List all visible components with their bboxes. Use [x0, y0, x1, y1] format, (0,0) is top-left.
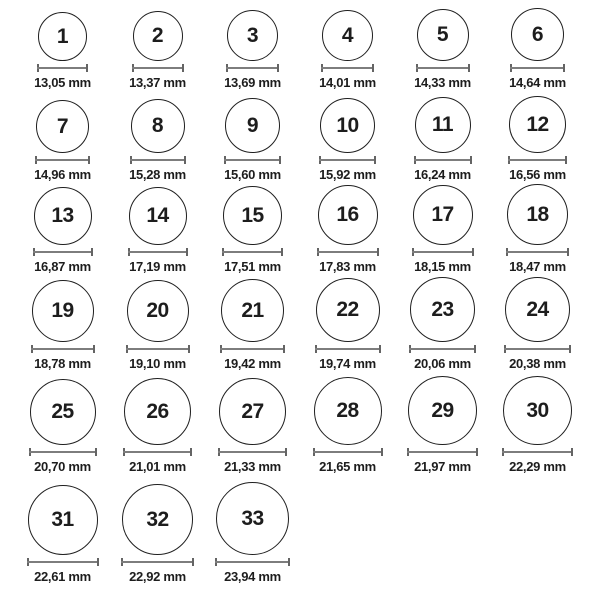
diameter-measure-line — [416, 64, 470, 72]
diameter-label: 16,56 mm — [509, 166, 566, 182]
ring-size-number: 9 — [246, 113, 259, 137]
diameter-measure-line — [506, 248, 569, 256]
measure-bar — [313, 451, 383, 453]
ring-size-item — [110, 484, 205, 588]
measure-bar — [130, 159, 186, 161]
diameter-label: 15,92 mm — [319, 166, 376, 182]
measure-bar — [319, 159, 376, 161]
diameter-label: 14,01 mm — [319, 74, 376, 90]
ring-size-item — [395, 376, 490, 478]
ring-size-number: 14 — [146, 204, 169, 228]
ring-circle — [503, 376, 572, 445]
ring-circle — [322, 10, 373, 61]
diameter-label: 16,24 mm — [414, 166, 471, 182]
diameter-measure-line — [126, 345, 190, 353]
measure-bar — [502, 451, 573, 453]
ring-circle — [131, 99, 185, 153]
ring-size-item — [300, 377, 395, 478]
diameter-measure-line — [508, 156, 567, 164]
ring-size-number: 5 — [436, 23, 449, 47]
diameter-label: 17,51 mm — [224, 258, 281, 274]
diameter-label: 22,29 mm — [509, 458, 566, 474]
ring-circle — [124, 378, 191, 445]
diameter-label: 22,92 mm — [129, 568, 186, 584]
ring-size-item — [110, 280, 205, 375]
diameter-measure-line — [313, 448, 383, 456]
diameter-label: 18,15 mm — [414, 258, 471, 274]
ring-size-item — [395, 277, 490, 375]
ring-size-number: 11 — [431, 113, 454, 137]
measure-bar — [218, 451, 287, 453]
measure-bar — [224, 159, 281, 161]
ring-circle — [417, 9, 469, 61]
ring-circle — [28, 485, 98, 555]
measure-bar — [506, 251, 569, 253]
measure-bar — [31, 348, 95, 350]
ring-size-item — [205, 98, 300, 186]
ring-size-number: 18 — [526, 202, 549, 226]
diameter-measure-line — [130, 156, 186, 164]
diameter-measure-line — [218, 448, 287, 456]
diameter-measure-line — [510, 64, 565, 72]
diameter-measure-line — [504, 345, 571, 353]
ring-size-item — [205, 378, 300, 478]
measure-bar — [416, 67, 470, 69]
ring-size-item — [395, 185, 490, 278]
measure-bar — [215, 561, 290, 563]
ring-size-number: 22 — [336, 298, 359, 322]
measure-bar — [407, 451, 478, 453]
ring-size-item — [490, 376, 585, 478]
ring-size-number: 30 — [526, 398, 549, 422]
diameter-label: 21,97 mm — [414, 458, 471, 474]
chart-row — [15, 278, 600, 375]
measure-bar — [222, 251, 283, 253]
diameter-label: 20,70 mm — [34, 458, 91, 474]
ring-circle — [216, 482, 289, 555]
ring-circle — [223, 186, 282, 245]
measure-bar — [128, 251, 188, 253]
ring-circle — [34, 187, 92, 245]
ring-circle — [32, 280, 94, 342]
measure-bar — [121, 561, 194, 563]
diameter-label: 13,05 mm — [34, 74, 91, 90]
diameter-label: 18,78 mm — [34, 355, 91, 371]
diameter-measure-line — [132, 64, 184, 72]
ring-size-item — [15, 485, 110, 588]
diameter-measure-line — [33, 248, 93, 256]
ring-size-number: 13 — [51, 204, 74, 228]
ring-circle — [318, 185, 378, 245]
diameter-label: 23,94 mm — [224, 568, 281, 584]
ring-size-number: 23 — [431, 297, 454, 321]
chart-row — [15, 2, 600, 94]
ring-size-number: 2 — [151, 24, 164, 48]
measure-bar — [226, 67, 279, 69]
diameter-measure-line — [27, 558, 99, 566]
ring-size-item — [15, 187, 110, 278]
diameter-measure-line — [407, 448, 478, 456]
diameter-measure-line — [224, 156, 281, 164]
ring-size-number: 1 — [56, 24, 69, 48]
ring-size-number: 32 — [146, 507, 169, 531]
ring-size-item — [395, 97, 490, 186]
diameter-measure-line — [321, 64, 374, 72]
ring-size-item — [300, 10, 395, 94]
ring-circle — [227, 10, 278, 61]
chart-row — [15, 94, 600, 186]
ring-circle — [314, 377, 382, 445]
ring-size-number: 6 — [531, 22, 544, 46]
measure-bar — [126, 348, 190, 350]
diameter-measure-line — [317, 248, 379, 256]
ring-size-item — [205, 279, 300, 375]
measure-bar — [29, 451, 97, 453]
ring-size-item — [490, 8, 585, 94]
diameter-measure-line — [29, 448, 97, 456]
diameter-measure-line — [502, 448, 573, 456]
measure-bar — [321, 67, 374, 69]
ring-circle — [221, 279, 284, 342]
measure-bar — [132, 67, 184, 69]
diameter-label: 15,28 mm — [129, 166, 186, 182]
diameter-measure-line — [215, 558, 290, 566]
diameter-label: 20,38 mm — [509, 355, 566, 371]
ring-size-number: 28 — [336, 399, 359, 423]
diameter-measure-line — [226, 64, 279, 72]
ring-size-number: 8 — [151, 114, 164, 138]
measure-bar — [123, 451, 192, 453]
ring-circle — [133, 11, 183, 61]
diameter-label: 14,33 mm — [414, 74, 471, 90]
diameter-label: 21,65 mm — [319, 458, 376, 474]
diameter-measure-line — [123, 448, 192, 456]
ring-circle — [129, 187, 187, 245]
diameter-label: 15,60 mm — [224, 166, 281, 182]
ring-circle — [225, 98, 280, 153]
ring-circle — [413, 185, 473, 245]
ring-circle — [320, 98, 375, 153]
ring-size-item — [15, 12, 110, 94]
measure-bar — [412, 251, 474, 253]
ring-circle — [507, 184, 568, 245]
ring-circle — [415, 97, 471, 153]
measure-bar — [409, 348, 476, 350]
ring-circle — [30, 379, 96, 445]
ring-size-number: 27 — [241, 399, 264, 423]
diameter-measure-line — [414, 156, 472, 164]
ring-size-item — [490, 96, 585, 186]
diameter-label: 13,37 mm — [129, 74, 186, 90]
measure-bar — [504, 348, 571, 350]
ring-size-item — [205, 186, 300, 278]
diameter-measure-line — [220, 345, 285, 353]
measure-bar — [414, 159, 472, 161]
ring-size-number: 3 — [246, 23, 259, 47]
measure-bar — [220, 348, 285, 350]
diameter-measure-line — [412, 248, 474, 256]
ring-size-item — [395, 9, 490, 94]
ring-size-item — [110, 11, 205, 94]
ring-size-number: 16 — [336, 203, 359, 227]
diameter-label: 17,19 mm — [129, 258, 186, 274]
diameter-label: 21,33 mm — [224, 458, 281, 474]
diameter-measure-line — [37, 64, 88, 72]
diameter-label: 13,69 mm — [224, 74, 281, 90]
ring-circle — [219, 378, 286, 445]
ring-size-item — [490, 277, 585, 375]
diameter-measure-line — [35, 156, 90, 164]
ring-size-item — [490, 184, 585, 278]
ring-size-number: 17 — [431, 203, 454, 227]
ring-size-number: 12 — [526, 112, 549, 136]
diameter-label: 19,10 mm — [129, 355, 186, 371]
ring-size-number: 21 — [241, 298, 264, 322]
ring-size-number: 19 — [51, 299, 74, 323]
ring-size-item — [15, 379, 110, 478]
diameter-measure-line — [315, 345, 381, 353]
ring-size-item — [300, 185, 395, 278]
diameter-label: 19,42 mm — [224, 355, 281, 371]
diameter-measure-line — [128, 248, 188, 256]
ring-size-number: 31 — [51, 508, 74, 532]
chart-row — [15, 478, 600, 588]
diameter-measure-line — [409, 345, 476, 353]
ring-size-number: 4 — [341, 23, 354, 47]
ring-size-number: 15 — [241, 203, 264, 227]
ring-circle — [38, 12, 87, 61]
ring-size-number: 25 — [51, 400, 74, 424]
ring-circle — [505, 277, 570, 342]
ring-size-number: 10 — [336, 113, 359, 137]
ring-size-number: 29 — [431, 398, 454, 422]
diameter-label: 17,83 mm — [319, 258, 376, 274]
measure-bar — [35, 159, 90, 161]
chart-row — [15, 186, 600, 278]
ring-size-number: 24 — [526, 297, 549, 321]
measure-bar — [27, 561, 99, 563]
measure-bar — [33, 251, 93, 253]
ring-size-number: 26 — [146, 399, 169, 423]
diameter-label: 19,74 mm — [319, 355, 376, 371]
diameter-label: 16,87 mm — [34, 258, 91, 274]
ring-circle — [127, 280, 189, 342]
measure-bar — [508, 159, 567, 161]
diameter-measure-line — [319, 156, 376, 164]
ring-circle — [36, 100, 89, 153]
measure-bar — [510, 67, 565, 69]
ring-circle — [410, 277, 475, 342]
ring-size-item — [15, 100, 110, 186]
measure-bar — [315, 348, 381, 350]
diameter-label: 14,64 mm — [509, 74, 566, 90]
measure-bar — [317, 251, 379, 253]
ring-circle — [122, 484, 193, 555]
ring-size-item — [205, 10, 300, 94]
ring-size-item — [15, 280, 110, 375]
ring-size-number: 33 — [241, 506, 264, 530]
ring-circle — [511, 8, 564, 61]
diameter-label: 20,06 mm — [414, 355, 471, 371]
ring-circle — [408, 376, 477, 445]
ring-size-item — [110, 99, 205, 186]
diameter-label: 18,47 mm — [509, 258, 566, 274]
measure-bar — [37, 67, 88, 69]
diameter-measure-line — [222, 248, 283, 256]
ring-size-item — [110, 378, 205, 478]
ring-circle — [316, 278, 380, 342]
diameter-label: 21,01 mm — [129, 458, 186, 474]
diameter-measure-line — [121, 558, 194, 566]
diameter-label: 14,96 mm — [34, 166, 91, 182]
ring-size-item — [300, 98, 395, 186]
ring-circle — [509, 96, 566, 153]
ring-size-number: 7 — [56, 114, 69, 138]
diameter-measure-line — [31, 345, 95, 353]
ring-size-item — [205, 482, 300, 588]
ring-size-item — [300, 278, 395, 375]
ring-size-item — [110, 187, 205, 278]
ring-size-number: 20 — [146, 299, 169, 323]
chart-row — [15, 375, 600, 478]
diameter-label: 22,61 mm — [34, 568, 91, 584]
